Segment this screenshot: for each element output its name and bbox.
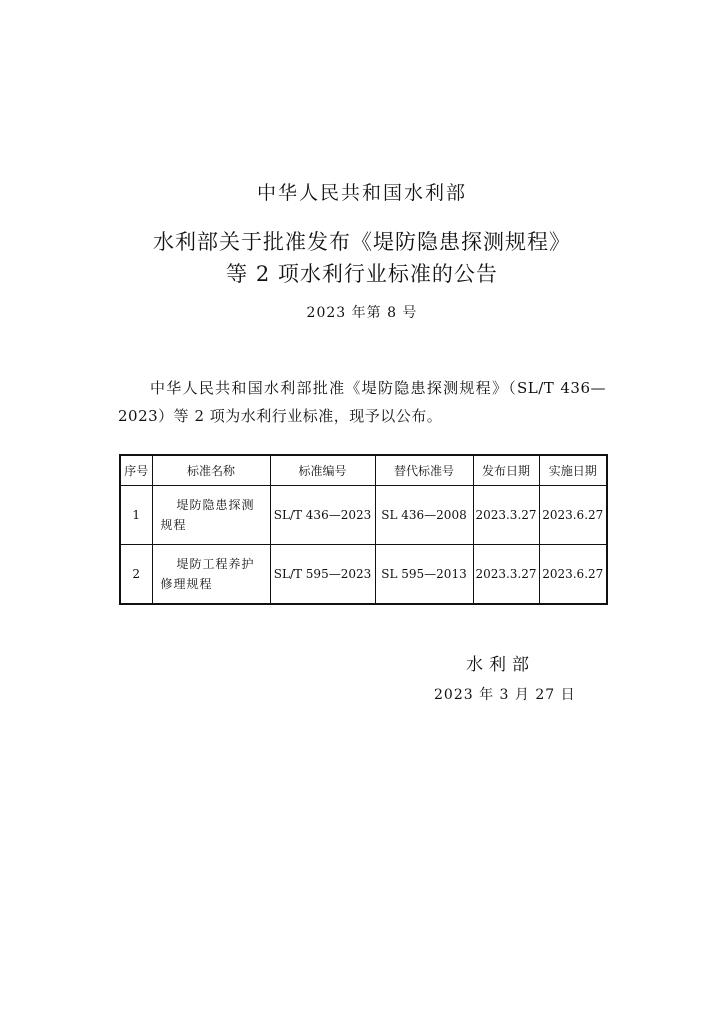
standard-code: SL/T 436—2023 — [270, 486, 375, 545]
standard-name: 堤防隐患探测规程 — [152, 486, 270, 545]
standard-code: SL/T 595—2023 — [270, 545, 375, 605]
row-number: 2 — [120, 545, 152, 605]
replaced-standard-code: SL 436—2008 — [375, 486, 473, 545]
document-number: 2023 年第 8 号 — [306, 305, 418, 321]
table-header-row — [120, 455, 607, 486]
effective-date: 2023.6.27 — [539, 545, 607, 605]
replaced-standard-code: SL 595—2013 — [375, 545, 473, 605]
signing-date: 2023 年 3 月 27 日 — [434, 687, 576, 703]
release-date: 2023.3.27 — [473, 486, 539, 545]
column-header: 实施日期 — [539, 455, 607, 486]
title-line-2: 等 2 项水利行业标准的公告 — [226, 262, 498, 286]
announcement-body: 中华人民共和国水利部批准《堤防隐患探测规程》（SL/T 436—2023）等 2 项为水利行业标准，现予以公布。 — [118, 379, 606, 425]
signing-authority: 水利部 — [466, 655, 535, 675]
column-header: 序号 — [120, 455, 152, 486]
table-row — [120, 486, 607, 545]
row-number: 1 — [120, 486, 152, 545]
title-line-1: 水利部关于批准发布《堤防隐患探测规程》 — [153, 230, 571, 254]
column-header: 发布日期 — [473, 455, 539, 486]
column-header: 标准名称 — [152, 455, 270, 486]
effective-date: 2023.6.27 — [539, 486, 607, 545]
table-row — [120, 545, 607, 605]
standards-table — [119, 454, 608, 605]
column-header: 替代标准号 — [375, 455, 473, 486]
announcement-title — [0, 226, 724, 290]
column-header: 标准编号 — [270, 455, 375, 486]
standard-name: 堤防工程养护修理规程 — [152, 545, 270, 605]
issuing-authority: 中华人民共和国水利部 — [256, 182, 467, 204]
release-date: 2023.3.27 — [473, 545, 539, 605]
